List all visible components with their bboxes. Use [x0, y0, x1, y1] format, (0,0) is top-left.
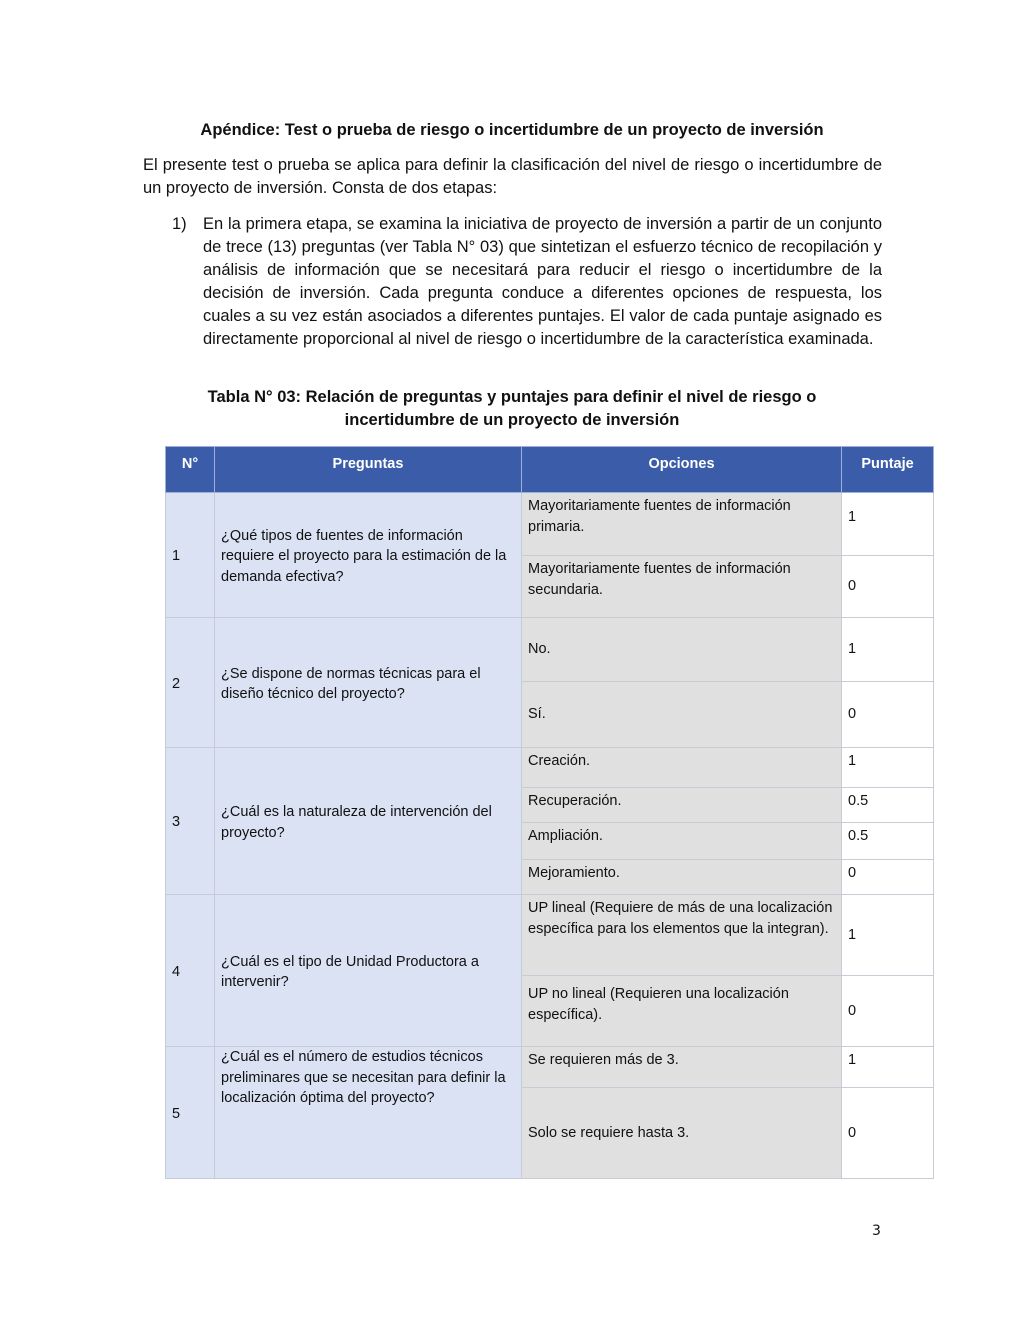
question-text: ¿Se dispone de normas técnicas para el diseño técnico del proyecto?: [215, 618, 522, 748]
option-text: Sí.: [522, 682, 842, 748]
option-text: No.: [522, 618, 842, 682]
header-questions: Preguntas: [215, 447, 522, 493]
question-number: 1: [166, 493, 215, 618]
table-row: [166, 748, 934, 788]
table-caption-line-1: Tabla N° 03: Relación de preguntas y puntajes para definir el nivel de riesgo o: [207, 388, 817, 406]
table-caption-line-2: incertidumbre de un proyecto de inversión: [344, 411, 680, 429]
header-score: Puntaje: [842, 447, 934, 493]
question-text: ¿Cuál es el número de estudios técnicos preliminares que se necesitan para definir la localización óptima del proyecto?: [215, 1047, 522, 1179]
page-number: 3: [872, 1223, 881, 1239]
option-text: Se requieren más de 3.: [522, 1047, 842, 1088]
option-score: 0.5: [842, 823, 934, 860]
option-score: 1: [842, 618, 934, 682]
option-score: 1: [842, 493, 934, 556]
question-number: 3: [166, 748, 215, 895]
question-number: 2: [166, 618, 215, 748]
option-score: 1: [842, 748, 934, 788]
question-number: 5: [166, 1047, 215, 1179]
header-options: Opciones: [522, 447, 842, 493]
question-number: 4: [166, 895, 215, 1047]
table-row: [166, 895, 934, 976]
option-score: 0: [842, 556, 934, 618]
option-text: Mejoramiento.: [522, 860, 842, 895]
appendix-heading: Apéndice: Test o prueba de riesgo o incertidumbre de un proyecto de inversión: [200, 121, 824, 139]
option-score: 0: [842, 1088, 934, 1179]
option-text: Creación.: [522, 748, 842, 788]
option-score: 1: [842, 895, 934, 976]
header-number: N°: [166, 447, 215, 493]
list-item-text: En la primera etapa, se examina la iniciativa de proyecto de inversión a partir de un conjunto de trece (13) preguntas (ver Tabla N° 03) que sintetizan el esfuerzo técnico de recopilación y análisis de información que se necesitará para reducir el riesgo o incertidumbre de la decisión de inversión. Cada pregunta conduce a diferentes opciones de respuesta, los cuales a su vez están asociados a diferentes puntajes. El valor de cada puntaje asignado es directamente proporcional al nivel de riesgo o incertidumbre de la característica examinada.: [203, 215, 882, 348]
question-text: ¿Cuál es el tipo de Unidad Productora a intervenir?: [215, 895, 522, 1047]
table-row: [166, 618, 934, 682]
intro-paragraph: El presente test o prueba se aplica para definir la clasificación del nivel de riesgo o incertidumbre de un proyecto de inversión. Consta de dos etapas:: [143, 156, 882, 197]
option-text: Solo se requiere hasta 3.: [522, 1088, 842, 1179]
option-score: 0: [842, 976, 934, 1047]
option-score: 0: [842, 682, 934, 748]
option-text: UP lineal (Requiere de más de una localización específica para los elementos que la integran).: [522, 895, 842, 976]
option-score: 0.5: [842, 788, 934, 823]
option-score: 1: [842, 1047, 934, 1088]
option-text: Mayoritariamente fuentes de información secundaria.: [522, 556, 842, 618]
table-row: [166, 1047, 934, 1088]
option-score: 0: [842, 860, 934, 895]
questions-table: [165, 446, 934, 1179]
option-text: Recuperación.: [522, 788, 842, 823]
question-text: ¿Qué tipos de fuentes de información requiere el proyecto para la estimación de la demanda efectiva?: [215, 493, 522, 618]
list-item: [172, 213, 882, 351]
table-caption: [140, 386, 884, 432]
option-text: Ampliación.: [522, 823, 842, 860]
list-item-number: 1): [172, 215, 187, 233]
option-text: UP no lineal (Requieren una localización específica).: [522, 976, 842, 1047]
question-text: ¿Cuál es la naturaleza de intervención del proyecto?: [215, 748, 522, 895]
table-header-row: [166, 447, 934, 493]
table-row: [166, 493, 934, 556]
option-text: Mayoritariamente fuentes de información primaria.: [522, 493, 842, 556]
